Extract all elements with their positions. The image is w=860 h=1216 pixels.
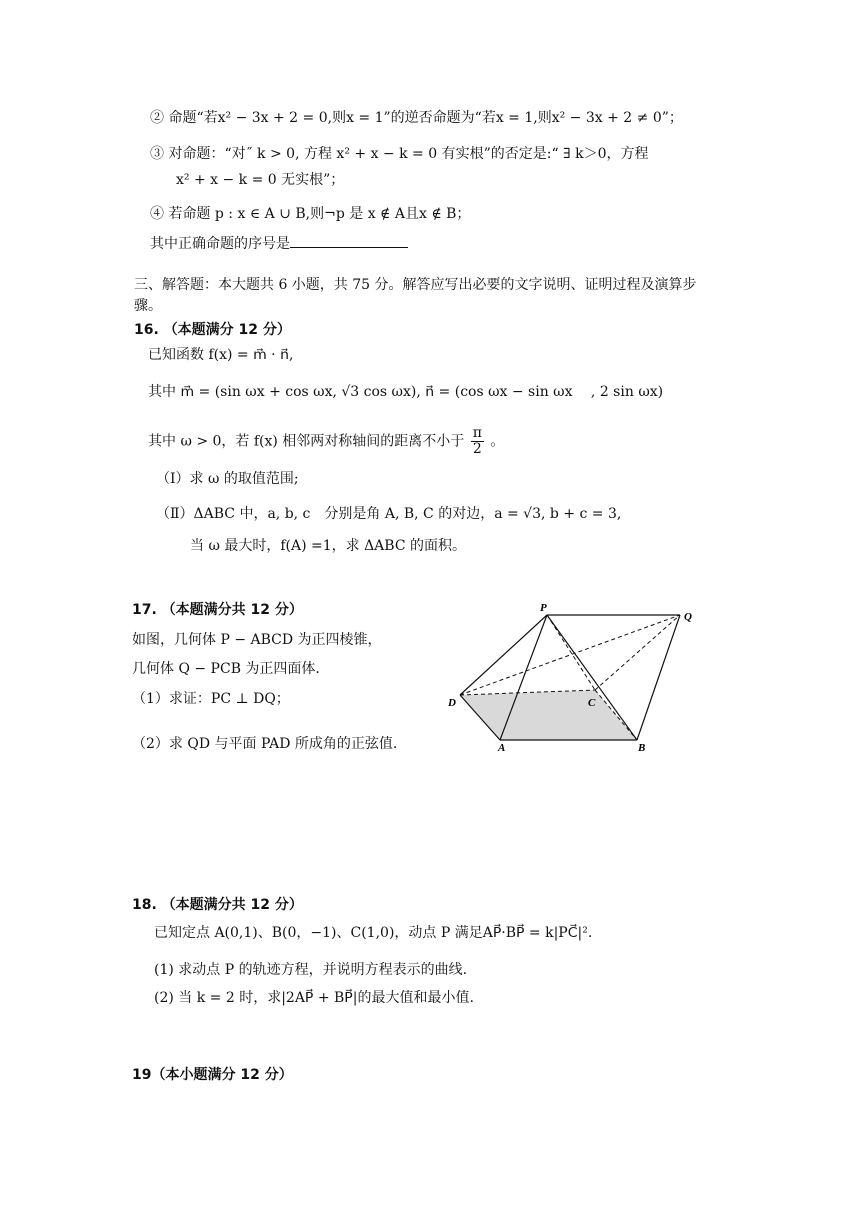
label-Q: Q: [684, 611, 692, 623]
item-3-line-2: x² + x − k = 0 无实根”；: [176, 172, 345, 188]
edge-PD: [460, 615, 547, 695]
fraction-denominator: 2: [472, 441, 482, 457]
problem-16-line-2: 其中 m⃗ = (sin ωx + cos ωx, √3 cos ωx), n⃗ = (cos ωx − sin ωx , 2 sin ωx): [148, 384, 664, 400]
label-B: B: [638, 742, 646, 754]
problem-18-line-3: (2) 当 k = 2 时，求|2AP⃗ + BP⃗|的最大值和最小值.: [154, 990, 474, 1006]
problem-17-line-3: （1）求证：PC ⊥ DQ；: [132, 691, 290, 707]
problem-17-line-1: 如图，几何体 P − ABCD 为正四棱锥，: [132, 632, 382, 648]
label-D: D: [448, 697, 456, 709]
label-A: A: [498, 742, 506, 754]
problem-16-line-3-pre: 其中 ω > 0，若 f(x) 相邻两对称轴间的距离不小于: [148, 433, 465, 450]
item-2: ② 命题“若x² − 3x + 2 = 0,则x = 1”的逆否命题为“若x = 1,则x² − 3x + 2 ≠ 0”；: [150, 110, 683, 126]
problem-16-part-i: （I）求 ω 的取值范围;: [156, 471, 299, 487]
answer-blank[interactable]: [290, 233, 408, 248]
problem-16-title: 16. （本题满分 12 分）: [134, 322, 291, 338]
answer-prompt-text: 其中正确命题的序号是: [150, 236, 290, 252]
base-quadrilateral-shaded: [460, 690, 637, 740]
problem-18-line-2: (1) 求动点 P 的轨迹方程，并说明方程表示的曲线.: [154, 962, 468, 978]
edge-PC: [547, 615, 595, 690]
answer-prompt: [150, 233, 408, 254]
problem-18-title: 18. （本题满分共 12 分）: [132, 897, 303, 913]
problem-16-line-1: 已知函数 f(x) = m⃗ · n⃗,: [148, 347, 294, 363]
problem-19-title: 19（本小题满分 12 分）: [132, 1067, 293, 1083]
fraction-pi-over-2: [471, 426, 484, 457]
problem-17-line-4: （2）求 QD 与平面 PAD 所成角的正弦值.: [132, 736, 398, 752]
item-4: ④ 若命题 p : x ∈ A ∪ B,则¬p 是 x ∉ A且x ∉ B；: [150, 206, 471, 222]
label-C: C: [588, 697, 596, 709]
section-3-line-2: 骤。: [134, 298, 162, 314]
problem-16-line-3: [148, 426, 504, 457]
problem-17-title: 17. （本题满分共 12 分）: [132, 602, 303, 618]
fraction-numerator: π: [472, 425, 482, 441]
edge-DQ: [460, 615, 680, 695]
problem-17-line-2: 几何体 Q − PCB 为正四面体.: [132, 661, 320, 677]
problem-16-part-ii-line-2: 当 ω 最大时，f(A) =1，求 ΔABC 的面积。: [190, 538, 467, 554]
section-3-line-1: 三、解答题：本大题共 6 小题，共 75 分。解答应写出必要的文字说明、证明过程及演算步: [134, 277, 697, 293]
problem-18-line-1: 已知定点 A(0,1)、B(0，−1)、C(1,0)，动点 P 满足AP⃗·BP⃗ = k|PC⃗|².: [154, 925, 593, 941]
item-3-line-1: ③ 对命题：“对˝ k > 0, 方程 x² + x − k = 0 有实根”的否定是:“ ∃ k＞0，方程: [150, 146, 649, 162]
problem-16-line-3-post: 。: [490, 433, 505, 450]
pyramid-tetrahedron-figure: [440, 600, 720, 755]
label-P: P: [540, 602, 547, 614]
problem-16-part-ii-line-1: （Ⅱ）ΔABC 中，a, b, c 分别是角 A, B, C 的对边，a = √3, b + c = 3,: [156, 506, 622, 522]
